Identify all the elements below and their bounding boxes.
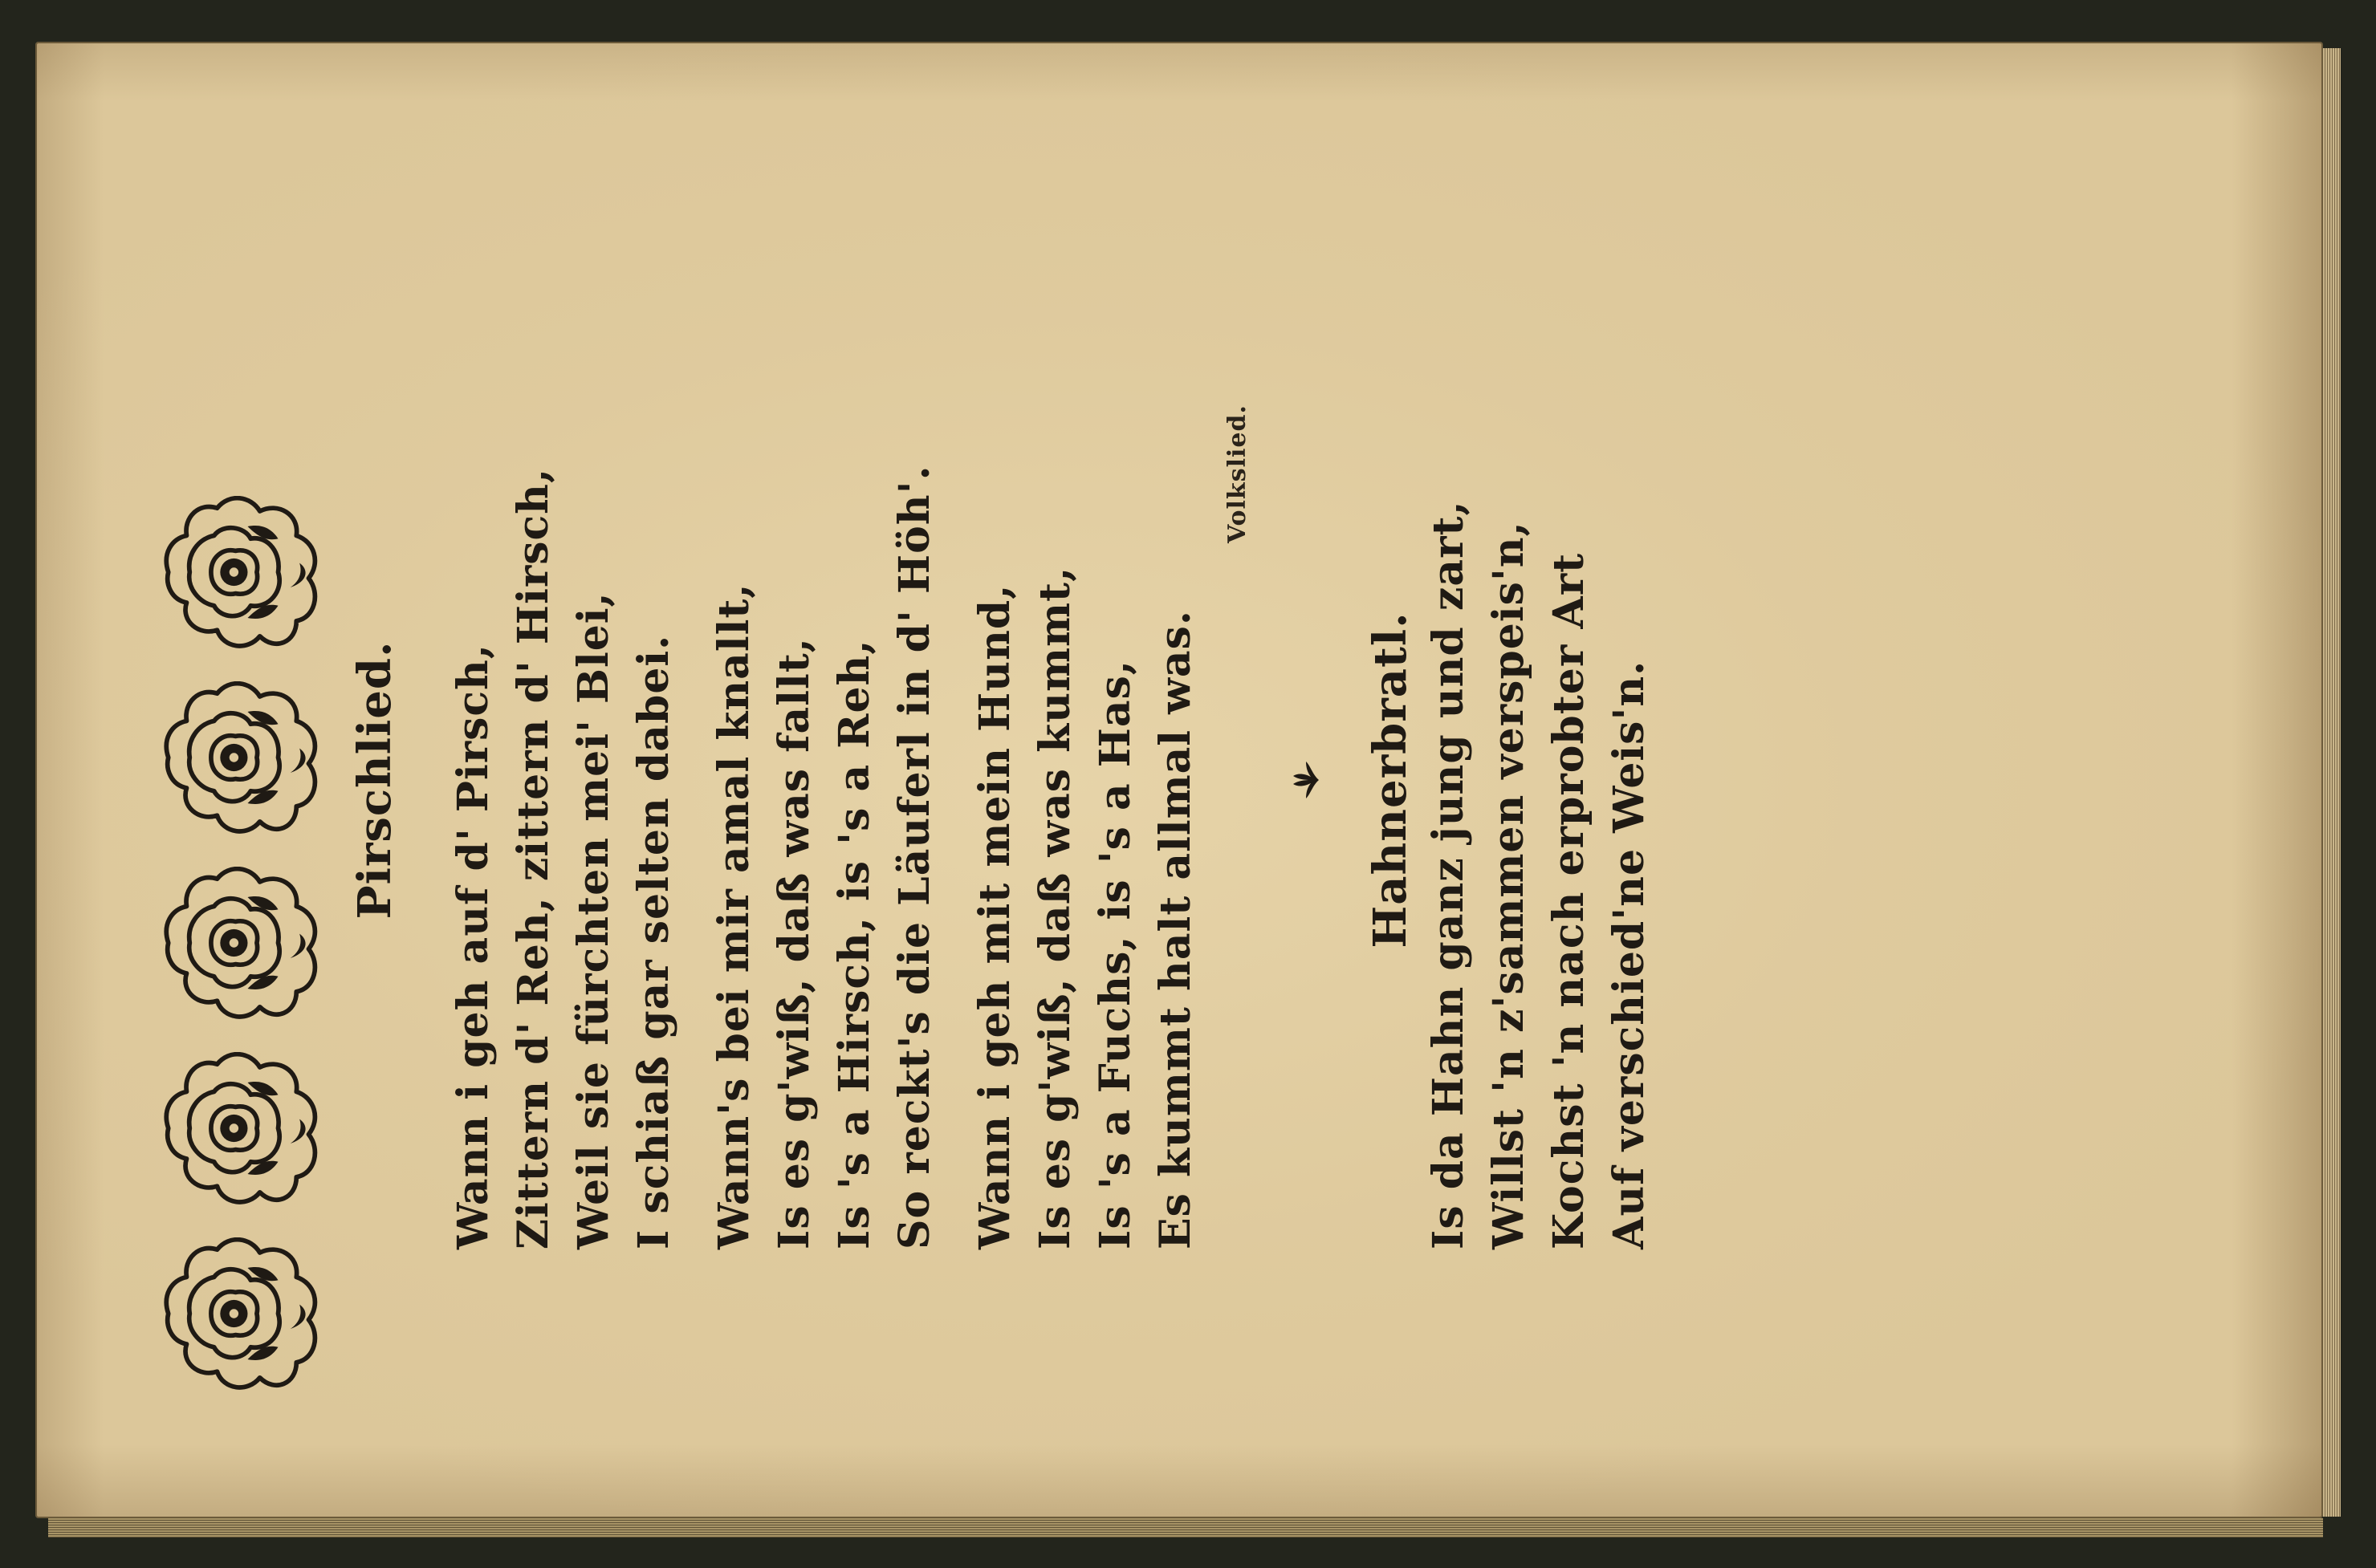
verse-line: Willst 'n z'sammen verspeis'n, [1484, 521, 1533, 1249]
rose-ornament-icon [156, 1237, 324, 1390]
rose-ornament-icon [156, 1052, 324, 1204]
verse-line: Weil sie fürchten mei' Blei, [569, 591, 618, 1249]
verse-line: Is 's a Fuchs, is 's a Has, [1091, 660, 1140, 1249]
verse-line: Es kummt halt allmal was. [1151, 609, 1200, 1249]
verse-line: Zittern d' Reh, zittern d' Hirsch, [509, 467, 558, 1249]
page-edges-bottom [48, 1518, 2323, 1538]
leaf-ornament-icon [1292, 760, 1320, 800]
verse-line: I schiaß gar selten dabei. [629, 634, 678, 1249]
verse-line: Wann i geh mit mein Hund, [970, 583, 1019, 1249]
verse-line: So reckt's die Läuferl in d' Höh'. [890, 465, 939, 1249]
page-edges-right [2323, 48, 2341, 1517]
verse-line: Wann i geh auf d' Pirsch, [449, 644, 498, 1249]
verse-line: Is es g'wiß, daß was kummt, [1031, 566, 1080, 1249]
rose-ornament-icon [156, 496, 324, 648]
verse-line: Is es g'wiß, daß was fallt, [770, 637, 819, 1249]
poem-title-2: Hahnerbratl. [1364, 611, 1417, 949]
rotated-text-frame [35, 42, 2323, 1518]
verse-line: Is 's a Hirsch, is 's a Reh, [830, 639, 879, 1249]
poem-credit: Volkslied. [1223, 404, 1251, 543]
verse-line: Wann's bei mir amal knallt, [710, 583, 759, 1249]
rose-ornament-icon [156, 867, 324, 1019]
verse-line: Is da Hahn ganz jung und zart, [1424, 500, 1473, 1249]
poem-title-1: Pirschlied. [348, 640, 401, 920]
verse-line: Auf verschied'ne Weis'n. [1605, 660, 1654, 1249]
rose-ornament-icon [156, 681, 324, 834]
verse-line: Kochst 'n nach erprobter Art [1544, 552, 1593, 1249]
